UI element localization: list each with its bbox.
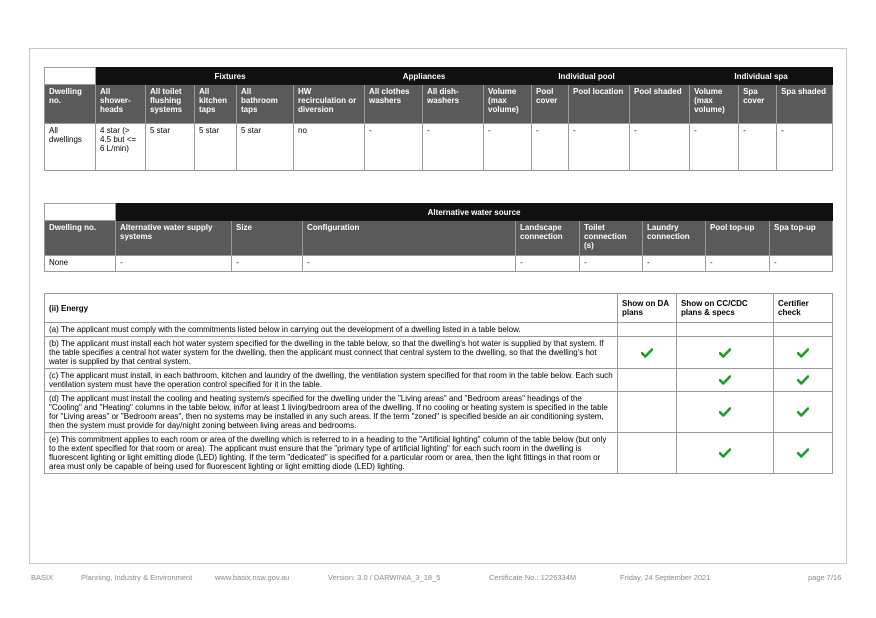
column-header: All kitchen taps [195, 85, 237, 124]
check-icon [797, 407, 809, 417]
column-header: Dwelling no. [45, 221, 116, 256]
table-cell: - [739, 124, 777, 171]
check-icon [719, 448, 731, 458]
check-icon [719, 348, 731, 358]
table-cell: - [532, 124, 569, 171]
check-cell [618, 337, 677, 369]
table-cell: - [365, 124, 423, 171]
table-cell: 4 star (> 4.5 but <= 6 L/min) [96, 124, 146, 171]
group-header-fixtures: Fixtures [96, 68, 365, 85]
column-header: Toilet connection (s) [580, 221, 643, 256]
column-header-da-plans: Show on DA plans [618, 294, 677, 323]
table-row [45, 369, 833, 392]
group-header-individual-spa: Individual spa [690, 68, 833, 85]
column-header: Alternative water supply systems [116, 221, 232, 256]
column-header: Landscape connection [516, 221, 580, 256]
table-cell: 5 star [195, 124, 237, 171]
column-header: All shower-heads [96, 85, 146, 124]
check-cell [618, 369, 677, 392]
check-icon [719, 407, 731, 417]
table-cell: - [516, 256, 580, 272]
column-header: Pool cover [532, 85, 569, 124]
fixtures-table [44, 67, 833, 171]
footer-basix: BASIX [31, 573, 54, 582]
commitment-text: (d) The applicant must install the cooling and heating system/s specified for the dwelling under the "Living areas" and "Bedroom areas" headings of the "Cooling" and "Heating" columns in the table below, in/for at least 1 living/bedroom area of the dwelling. If no cooling or heating system is specified in the table for "Living areas" or "Bedroom areas", then no systems may be installed in any such areas. If the term "zoned" is specified beside an air conditioning system, then the system must provide for day/night zoning between living areas and bedrooms. [45, 392, 618, 433]
check-cell [774, 433, 833, 474]
check-cell [677, 369, 774, 392]
check-cell [774, 337, 833, 369]
footer-certificate-number: Certificate No.: 1226334M [489, 573, 577, 582]
check-cell [677, 337, 774, 369]
column-header: Dwelling no. [45, 85, 96, 124]
table-cell: - [770, 256, 833, 272]
table-cell: 5 star [146, 124, 195, 171]
footer-page-number: page 7/16 [808, 573, 842, 582]
footer-website-link[interactable]: www.basix.nsw.gov.au [215, 573, 290, 582]
table-row [45, 392, 833, 433]
column-header: Spa shaded [777, 85, 833, 124]
column-header: Pool shaded [630, 85, 690, 124]
table-row [45, 256, 833, 272]
table-cell: - [484, 124, 532, 171]
group-header-individual-pool: Individual pool [484, 68, 690, 85]
check-cell [677, 392, 774, 433]
column-header: All dish-washers [423, 85, 484, 124]
table-cell: None [45, 256, 116, 272]
alternative-water-table [44, 203, 833, 272]
column-header: Configuration [303, 221, 516, 256]
column-header: Size [232, 221, 303, 256]
table-row [45, 433, 833, 474]
table-cell: - [777, 124, 833, 171]
check-icon [797, 375, 809, 385]
table-row [45, 323, 833, 337]
column-header: All toilet flushing systems [146, 85, 195, 124]
commitment-text: (a) The applicant must comply with the commitments listed below in carrying out the development of a dwelling listed in a table below. [45, 323, 618, 337]
check-cell [774, 392, 833, 433]
table-cell: - [116, 256, 232, 272]
table-cell: - [232, 256, 303, 272]
table-row [45, 337, 833, 369]
energy-section-heading: (ii) Energy [45, 294, 618, 323]
group-header-alternative-water-source: Alternative water source [116, 204, 833, 221]
footer-organisation: Planning, Industry & Environment [81, 573, 193, 582]
column-header: Pool location [569, 85, 630, 124]
check-cell [774, 369, 833, 392]
column-header: Laundry connection [643, 221, 706, 256]
column-header: All clothes washers [365, 85, 423, 124]
column-header-certifier-check: Certifier check [774, 294, 833, 323]
footer-date: Friday, 24 September 2021 [620, 573, 711, 582]
column-header-cc-cdc-plans: Show on CC/CDC plans & specs [677, 294, 774, 323]
footer-version: Version: 3.0 / DARWINIA_3_18_5 [328, 573, 441, 582]
column-header: All bathroom taps [237, 85, 294, 124]
table-cell: - [569, 124, 630, 171]
column-header: Spa cover [739, 85, 777, 124]
column-header: HW recirculation or diversion [294, 85, 365, 124]
check-cell [618, 392, 677, 433]
table-cell: - [580, 256, 643, 272]
table-row [45, 124, 833, 171]
table-cell: - [630, 124, 690, 171]
table-cell: - [303, 256, 516, 272]
check-icon [719, 375, 731, 385]
check-cell [618, 433, 677, 474]
check-cell [774, 323, 833, 337]
table-cell: 5 star [237, 124, 294, 171]
commitment-text: (e) This commitment applies to each room or area of the dwelling which is referred to in a heading to the "Artificial lighting" column of the table below (but only to the extent specified for that room or area). The applicant must ensure that the "primary type of artificial lighting" for each such room in the dwelling is fluorescent lighting or light emitting diode (LED) lighting. If the term "dedicated" is specified for a particular room or area, then the light fittings in that room or area must only be capable of being used for fluorescent lighting or light emitting diode (LED) lighting. [45, 433, 618, 474]
column-header: Pool top-up [706, 221, 770, 256]
energy-table [44, 293, 833, 474]
column-header: Volume (max volume) [484, 85, 532, 124]
column-header: Spa top-up [770, 221, 833, 256]
table-cell: - [423, 124, 484, 171]
check-cell [677, 323, 774, 337]
check-icon [797, 348, 809, 358]
table-cell: - [706, 256, 770, 272]
check-icon [641, 348, 653, 358]
commitment-text: (c) The applicant must install, in each bathroom, kitchen and laundry of the dwelling, the ventilation system specified for that room in the table below. Each such ventilation system must have the operation control specified for it in the table. [45, 369, 618, 392]
table-cell: no [294, 124, 365, 171]
blank-header-cell [45, 204, 116, 221]
check-cell [677, 433, 774, 474]
check-icon [797, 448, 809, 458]
blank-header-cell [45, 68, 96, 85]
table-cell: - [690, 124, 739, 171]
commitment-text: (b) The applicant must install each hot water system specified for the dwelling in the table below, so that the dwelling's hot water is supplied by that system. If the table specifies a central hot water system for the dwelling, then the applicant must connect that central system to the dwelling, so that the dwelling's hot water is supplied by that central system. [45, 337, 618, 369]
table-cell: All dwellings [45, 124, 96, 171]
column-header: Volume (max volume) [690, 85, 739, 124]
check-cell [618, 323, 677, 337]
group-header-appliances: Appliances [365, 68, 484, 85]
table-cell: - [643, 256, 706, 272]
